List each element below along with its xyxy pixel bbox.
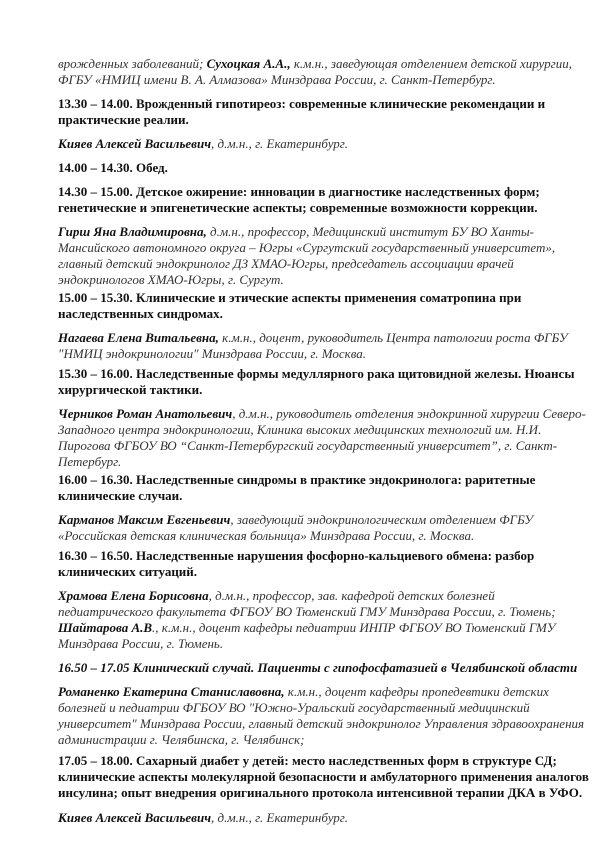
session-title: [58, 753, 557, 769]
speaker-affiliation: Западного центра эндокринологии, Клиника высоких медицинских технологий им. Н.И.: [58, 422, 542, 437]
speaker-line: [58, 240, 555, 256]
intro-line: [58, 56, 572, 72]
speaker-name: Гирш Яна Владимировна,: [58, 224, 207, 239]
speaker-affiliation: к.м.н., заведующая отделением детской хирургии,: [290, 56, 572, 71]
speaker-affiliation: ., к.м.н., доцент кафедры педиатрии ИНПР ФГБОУ ВО Тюменский ГМУ: [152, 620, 556, 635]
speaker-line: [58, 512, 533, 528]
session-title-text: клинические аспекты молекулярной безопасности и амбулаторного применения аналогов: [58, 769, 589, 784]
session-title: [58, 160, 168, 176]
speaker-line: [58, 256, 514, 272]
speaker-affiliation: , д.м.н., профессор, зав. кафедрой детских болезней: [208, 588, 495, 603]
speaker-affiliation: главный детский эндокринолог ДЗ ХМАО-Югры, председатель ассоциации врачей: [58, 256, 514, 271]
session-title: [58, 112, 189, 128]
speaker-affiliation: университет" Минздрава России, главный детский эндокринолог Управления здравоохранения: [58, 716, 585, 731]
session-title: [58, 548, 534, 564]
session-time: 17.05 – 18.00.: [58, 753, 133, 768]
session-title: [58, 382, 202, 398]
session-title: [58, 785, 582, 801]
session-title: [58, 769, 589, 785]
speaker-affiliation: , д.м.н., г. Екатеринбург.: [211, 136, 348, 151]
speaker-name: Храмова Елена Борисовна: [58, 588, 209, 603]
session-title-text: Наследственные нарушения фосфорно-кальциевого обмена: разбор: [136, 548, 535, 563]
speaker-affiliation: к.м.н., доцент, руководитель Центра патологии роста ФГБУ: [218, 330, 568, 345]
speaker-line: [58, 716, 584, 732]
session-title-text: Сахарный диабет у детей: место наследственных форм в структуре СД;: [136, 753, 557, 768]
speaker-affiliation: Минздрава России, г. Тюмень.: [58, 636, 224, 651]
session-title: [58, 96, 545, 112]
session-title-text: клинические случаи.: [58, 488, 183, 503]
intro-text: врожденных заболеваний;: [58, 56, 207, 71]
speaker-line: [58, 136, 348, 152]
session-title-text: Клинические и этические аспекты применения соматропина при: [136, 290, 522, 305]
session-title: [58, 564, 197, 580]
session-time: 15.00 – 15.30.: [58, 290, 133, 305]
session-title: [58, 660, 577, 676]
speaker-affiliation: педиатрического факультета ФГБОУ ВО Тюменский ГМУ Минздрава России, г. Тюмень;: [58, 604, 556, 619]
session-title-text: клинических ситуаций.: [58, 564, 198, 579]
session-title-text: инсулина; опыт внедрения оригинального протокола интенсивной терапии ДКА в УФО.: [58, 785, 583, 800]
speaker-affiliation: Мансийского автономного округа – Югры «Сургутский государственный университет»,: [58, 240, 556, 255]
speaker-affiliation: «Российская детская клиническая больница» Минздрава России, г. Москва.: [58, 528, 475, 543]
session-time: 14.00 – 14.30.: [58, 160, 133, 175]
session-title: [58, 366, 574, 382]
speaker-line: [58, 732, 304, 748]
speaker-line: [58, 224, 534, 240]
session-title-text: Наследственные синдромы в практике эндокринолога: раритетные: [136, 472, 536, 487]
session-title-text: наследственных синдромах.: [58, 306, 223, 321]
speaker-affiliation: "НМИЦ эндокринологии" Минздрава России, г. Москва.: [58, 346, 367, 361]
speaker-affiliation: администрации г. Челябинска, г. Челябинск;: [58, 732, 305, 747]
speaker-name: Карманов Максим Евгеньевич: [58, 512, 231, 527]
session-title: [58, 306, 223, 322]
speaker-line: [58, 684, 549, 700]
session-title-text: Врожденный гипотиреоз: современные клинические рекомендации и: [136, 96, 546, 111]
speaker-affiliation: д.м.н., профессор, Медицинский институт БУ ВО Ханты-: [206, 224, 534, 239]
speaker-line: [58, 636, 223, 652]
session-title: [58, 290, 521, 306]
session-title-text: хирургической тактики.: [58, 382, 203, 397]
session-title: [58, 184, 540, 200]
session-title: [58, 472, 535, 488]
speaker-line: [58, 604, 556, 620]
speaker-line: [58, 528, 474, 544]
session-title-text: Наследственные формы медуллярного рака щитовидной железы. Нюансы: [136, 366, 575, 381]
session-time: 16.30 – 16.50.: [58, 548, 133, 563]
speaker-affiliation: , заведующий эндокринологическим отделением ФГБУ: [230, 512, 533, 527]
speaker-name: Черников Роман Анатольевич: [58, 406, 233, 421]
speaker-affiliation: , д.м.н., руководитель отделения эндокринной хирургии Северо-: [232, 406, 586, 421]
speaker-line: [58, 346, 366, 362]
speaker-line: [58, 454, 121, 470]
speaker-line: [58, 588, 495, 604]
speaker-name: Нагаева Елена Витальевна,: [58, 330, 219, 345]
session-time: 16.00 – 16.30.: [58, 472, 133, 487]
speaker-affiliation: Петербург.: [58, 454, 122, 469]
session-title-text: генетические и эпигенетические аспекты; современные возможности коррекции.: [58, 200, 538, 215]
speaker-affiliation: к.м.н., доцент кафедры пропедевтики детских: [284, 684, 549, 699]
session-title-text: Обед.: [136, 160, 168, 175]
session-time: 13.30 – 14.00.: [58, 96, 133, 111]
speaker-name: Кияев Алексей Васильевич: [58, 136, 212, 151]
speaker-name: Шайтарова А.В: [58, 620, 153, 635]
speaker-affiliation: эндокринологов ХМАО-Югры, г. Сургут.: [58, 272, 284, 287]
session-title-text: практические реалии.: [58, 112, 189, 127]
speaker-name: Сухоцкая А.А.,: [206, 56, 291, 71]
session-title: [58, 488, 182, 504]
speaker-affiliation: болезней и педиатрии ФГБОУ ВО "Южно-Уральский государственный медицинский: [58, 700, 530, 715]
speaker-line: [58, 438, 557, 454]
intro-text: ФГБУ «НМИЦ имени В. А. Алмазова» Минздрава России, г. Санкт-Петербург.: [58, 72, 496, 87]
intro-line: [58, 72, 496, 88]
session-title-text: Детское ожирение: инновации в диагностике наследственных форм;: [136, 184, 540, 199]
speaker-line: [58, 422, 541, 438]
speaker-line: [58, 620, 556, 636]
session-time: 15.30 – 16.00.: [58, 366, 133, 381]
speaker-line: [58, 406, 586, 422]
speaker-line: [58, 330, 568, 346]
session-title: [58, 200, 537, 216]
session-time: 14.30 – 15.00.: [58, 184, 133, 199]
speaker-line: [58, 272, 284, 288]
speaker-line: [58, 810, 348, 826]
session-title-text: Клинический случай. Пациенты с гипофосфатазией в Челябинской области: [132, 660, 578, 675]
session-time: 16.50 – 17.05: [58, 660, 130, 675]
speaker-affiliation: Пирогова ФГБОУ ВО “Санкт-Петербургский государственный университет”, г. Санкт-: [58, 438, 558, 453]
speaker-name: Романенко Екатерина Станиславовна,: [58, 684, 285, 699]
speaker-line: [58, 700, 530, 716]
speaker-affiliation: , д.м.н., г. Екатеринбург.: [211, 810, 348, 825]
speaker-name: Кияев Алексей Васильевич: [58, 810, 212, 825]
